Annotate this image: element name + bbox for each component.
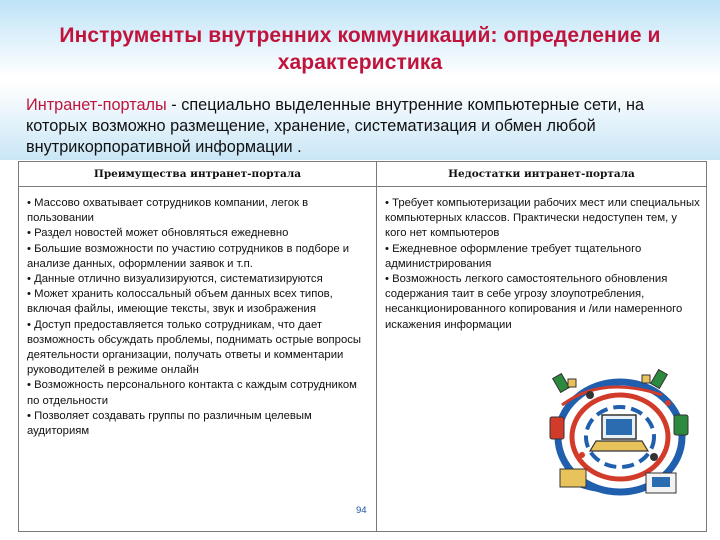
network-illustration (542, 365, 697, 505)
advantage-item: • Массово охватывает сотрудников компании, легок в пользовании (27, 196, 370, 226)
disadvantage-item: • Возможность легкого самостоятельного обновления содержания таит в себе угрозу злоупотребления, несанкционированного копирования и /или намеренного искажения информации (385, 272, 700, 333)
advantages-cell (19, 187, 377, 532)
advantage-item: • Большие возможности по участию сотрудников в подборе и анализе данных, оформлении заявок и т.п. (27, 242, 370, 272)
intro-term: Интранет-порталы (26, 96, 167, 114)
advantage-item: • Данные отлично визуализируются, систематизируются (27, 272, 370, 287)
advantage-item: • Доступ предоставляется только сотрудникам, что дает возможность обсуждать проблемы, поднимать острые вопросы деятельности организации, получать ответы и комментарии руководителей в режиме онлайн (27, 318, 370, 379)
disadvantage-item: • Ежедневное оформление требует тщательного администрирования (385, 242, 700, 272)
disadvantage-item: • Требует компьютеризации рабочих мест или специальных компьютерных классов. Практически недоступен тем, у кого нет компьютеров (385, 196, 700, 242)
disadvantages-list (377, 187, 706, 333)
advantage-item: • Раздел новостей может обновляться ежедневно (27, 226, 370, 241)
advantages-header: Преимущества интранет-портала (19, 162, 377, 187)
slide-title: Инструменты внутренних коммуникаций: определение и характеристика (59, 24, 661, 74)
advantage-item: • Возможность персонального контакта с каждым сотрудником по отдельности (27, 378, 370, 408)
intro-text: - специально выделенные внутренние компьютерные сети, на которых возможно размещение, хранение, систематизация и обмен любой внутрикорпоративной информации . (26, 96, 645, 156)
intro-paragraph (26, 95, 696, 158)
advantages-list (19, 187, 376, 439)
disadvantages-header: Недостатки интранет-портала (377, 162, 707, 187)
page-number: 94 (356, 505, 367, 516)
advantage-item: • Позволяет создавать группы по различным целевым аудиториям (27, 409, 370, 439)
advantage-item: • Может хранить колоссальный объем данных всех типов, включая файлы, имеющие тексты, звук и изображения (27, 287, 370, 317)
